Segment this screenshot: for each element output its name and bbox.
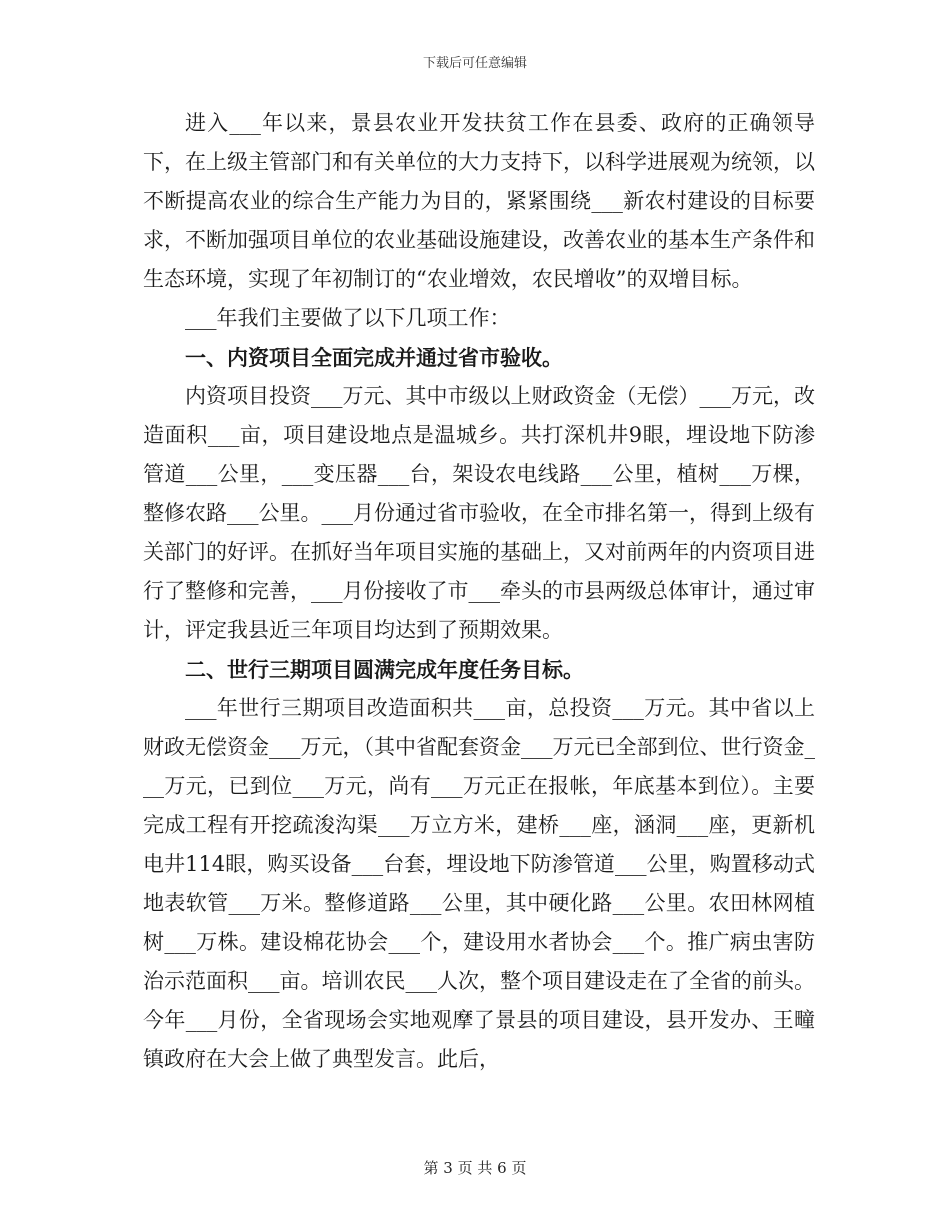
page-header-note: 下载后可任意编辑	[422, 56, 527, 71]
section-1-paragraph: 内资项目投资___万元、其中市级以上财政资金（无偿）___万元，改造面积___亩，项目建设地点是温城乡。共打深机井9眼，埋设地下防渗管道___公里，___变压器___台，架设农电线路___公里，植树___万棵，整修农路___公里。___月份通过省市验收，在全市排名第一，得到上级有关部门的好评。在抓好当年项目实施的基础上，又对前两年的内资项目进行了整修和完善，___月份接收了市___牵头的市县两级总体审计，通过审计，评定我县近三年项目均达到了预期效果。	[143, 384, 815, 642]
lead-paragraph: ___年我们主要做了以下几项工作：	[185, 306, 511, 330]
document-body	[143, 104, 815, 1079]
section-2-heading: 二、世行三期项目圆满完成年度任务目标。	[185, 657, 584, 682]
intro-paragraph: 进入___年以来，景县农业开发扶贫工作在县委、政府的正确领导下，在上级主管部门和有关单位的大力支持下，以科学进展观为统领，以不断提高农业的综合生产能力为目的，紧紧围绕___新农村建设的目标要求，不断加强项目单位的农业基础设施建设，改善农业的基本生产条件和生态环境，实现了年初制订的“农业增效，农民增收”的双增目标。	[143, 111, 815, 291]
page-number: 第 3 页 共 6 页	[423, 1159, 527, 1177]
section-2-paragraph: ___年世行三期项目改造面积共___亩，总投资___万元。其中省以上财政无偿资金___万元，（其中省配套资金___万元已全部到位、世行资金___万元，已到位___万元，尚有___万元正在报帐，年底基本到位）。主要完成工程有开挖疏浚沟渠___万立方米，建桥___座，涵洞___座，更新机电井114眼，购买设备___台套，埋设地下防渗管道___公里，购置移动式地表软管___万米。整修道路___公里，其中硬化路___公里。农田林网植树___万株。建设棉花协会___个，建设用水者协会___个。推广病虫害防治示范面积___亩。培训农民___人次，整个项目建设走在了全省的前头。今年___月份，全省现场会实地观摩了景县的项目建设，县开发办、王疃镇政府在大会上做了典型发言。此后，	[143, 696, 815, 1071]
section-1-heading: 一、内资项目全面完成并通过省市验收。	[185, 345, 563, 370]
